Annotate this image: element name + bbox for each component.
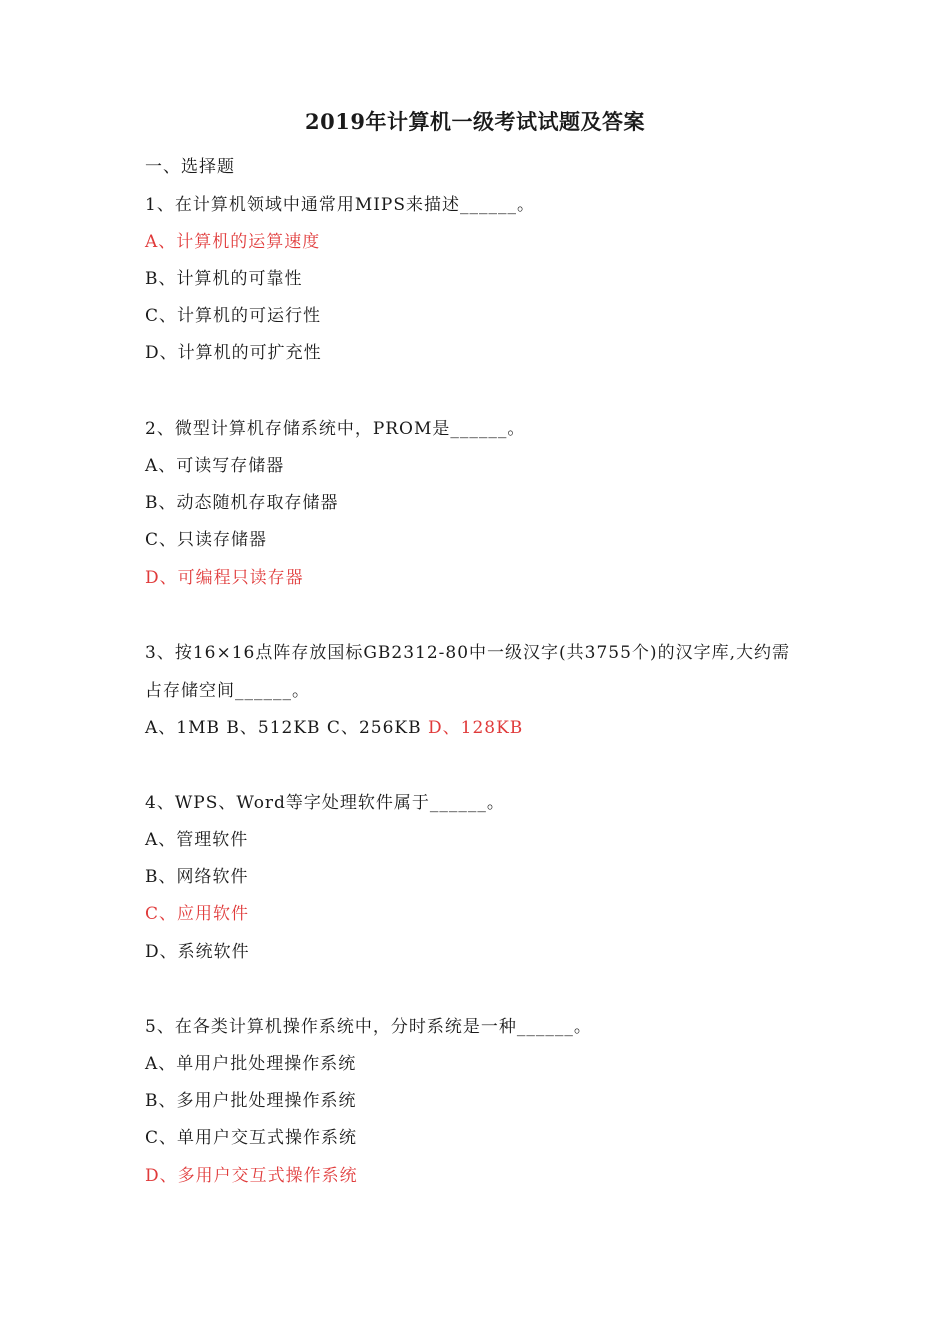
question-5-option-a: A、单用户批处理操作系统 — [145, 1054, 357, 1074]
question-1-option-b: B、计算机的可靠性 — [145, 269, 303, 289]
question-5-stem: 5、在各类计算机操作系统中，分时系统是一种______。 — [145, 1017, 592, 1037]
question-4-option-b: B、网络软件 — [145, 867, 249, 887]
section-heading: 一、选择题 — [145, 157, 235, 177]
question-2-option-b: B、动态随机存取存储器 — [145, 493, 339, 513]
question-4-option-d: D、系统软件 — [145, 942, 250, 962]
question-1-option-d: D、计算机的可扩充性 — [145, 343, 322, 363]
question-5-option-d-correct: D、多用户交互式操作系统 — [145, 1166, 358, 1186]
question-1-option-c: C、计算机的可运行性 — [145, 306, 322, 326]
question-1-stem: 1、在计算机领域中通常用MIPS来描述______。 — [145, 195, 536, 215]
question-3-stem-line-2: 占存储空间______。 — [145, 681, 310, 701]
question-3-options — [145, 716, 523, 740]
question-3-option-d-correct: D、128KB — [428, 718, 524, 738]
question-1-option-a-correct: A、计算机的运算速度 — [145, 232, 321, 252]
question-2-option-a: A、可读写存储器 — [145, 456, 285, 476]
page-title: 2019年计算机一级考试试题及答案 — [305, 109, 645, 134]
question-4-option-a: A、管理软件 — [145, 830, 249, 850]
question-4-option-c-correct: C、应用软件 — [145, 904, 250, 924]
question-2-option-c: C、只读存储器 — [145, 530, 268, 550]
question-2-stem: 2、微型计算机存储系统中，PROM是______。 — [145, 419, 526, 439]
question-5-option-b: B、多用户批处理操作系统 — [145, 1091, 357, 1111]
question-4-stem: 4、WPS、Word等字处理软件属于______。 — [145, 793, 505, 813]
question-3-stem-line-1: 3、按16×16点阵存放国标GB2312-80中一级汉字(共3755个)的汉字库,大约需 — [145, 643, 790, 663]
question-3-options-plain: A、1MB B、512KB C、256KB — [145, 718, 428, 738]
question-2-option-d-correct: D、可编程只读存器 — [145, 568, 304, 588]
question-5-option-c: C、单用户交互式操作系统 — [145, 1128, 358, 1148]
